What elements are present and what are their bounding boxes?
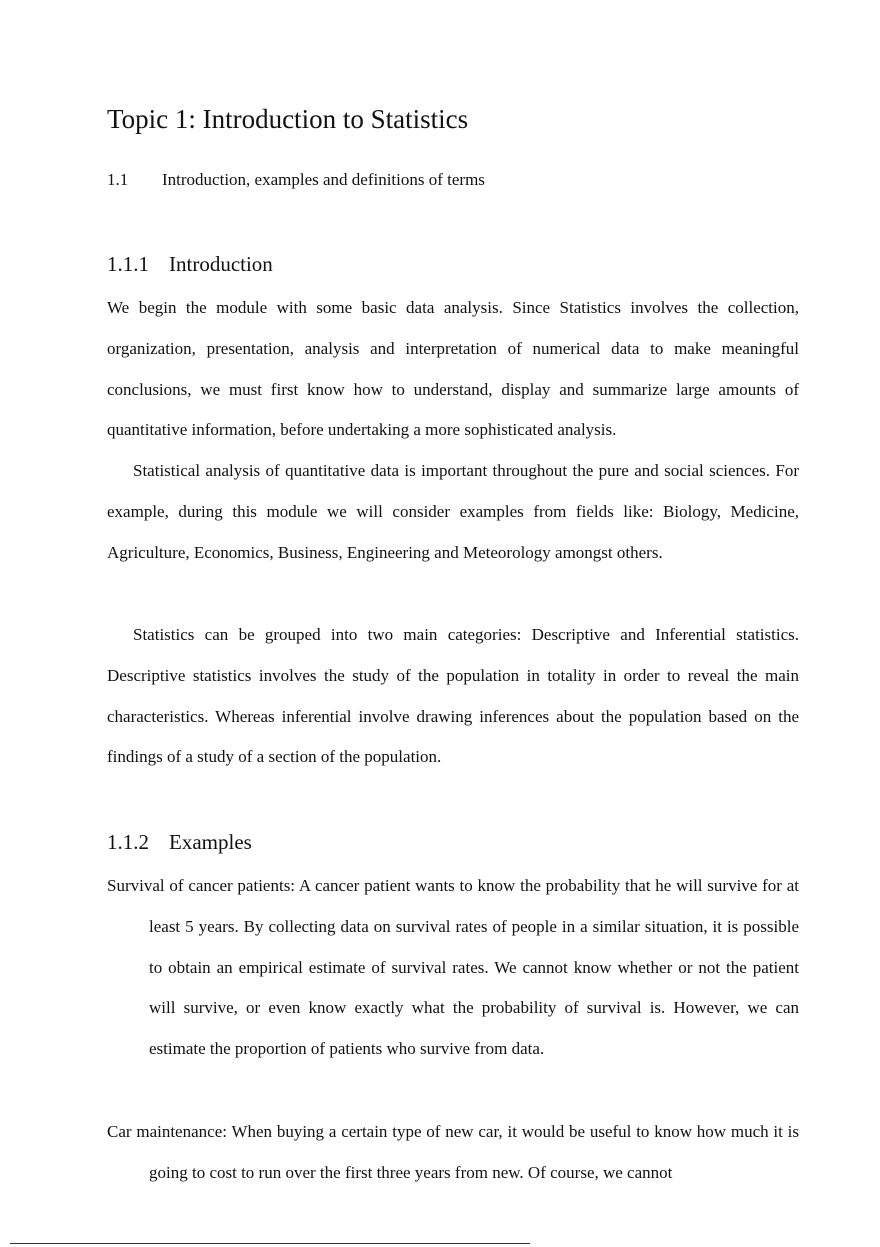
intro-paragraph-3: Statistics can be grouped into two main categories: Descriptive and Inferential statistics. Descriptive statistics involves the study of the population in totality in order to reveal the main characteristics. Whereas inferential involve drawing inferences about the population based on the findings of a study of a section of the population. — [107, 625, 799, 767]
subsection-number: 1.1.1 — [107, 252, 149, 276]
example-car-maintenance: Car maintenance: When buying a certain type of new car, it would be useful to know how much it is going to cost to run over the first three years from new. Of course, we cannot — [107, 1122, 799, 1182]
example-cancer-survival: Survival of cancer patients: A cancer patient wants to know the probability that he will survive for at least 5 years. By collecting data on survival rates of people in a similar situation, it is possible to obtain an empirical estimate of survival rates. We cannot know whether or not the patient will survive, or even know exactly what the probability of survival is. However, we can estimate the proportion of patients who survive from data. — [107, 876, 799, 1059]
subsection-title: Examples — [169, 830, 252, 854]
section-title: Introduction, examples and definitions of terms — [162, 170, 485, 189]
footer-rule — [10, 1243, 530, 1244]
subsection-number: 1.1.2 — [107, 830, 149, 854]
intro-paragraph-1: We begin the module with some basic data analysis. Since Statistics involves the collection, organization, presentation, analysis and interpretation of numerical data to make meaningful conclusions, we must first know how to understand, display and summarize large amounts of quantitative information, before undertaking a more sophisticated analysis. — [107, 298, 799, 440]
subsection-heading-introduction — [107, 252, 273, 277]
subsection-title: Introduction — [169, 252, 273, 276]
subsection-heading-examples — [107, 830, 252, 855]
intro-paragraph-2: Statistical analysis of quantitative data is important throughout the pure and social sciences. For example, during this module we will consider examples from fields like: Biology, Medicine, Agriculture, Economics, Business, Engineering and Meteorology amongst others. — [107, 461, 799, 562]
page-title: Topic 1: Introduction to Statistics — [107, 104, 469, 134]
section-heading — [107, 170, 485, 190]
section-number: 1.1 — [107, 170, 129, 189]
